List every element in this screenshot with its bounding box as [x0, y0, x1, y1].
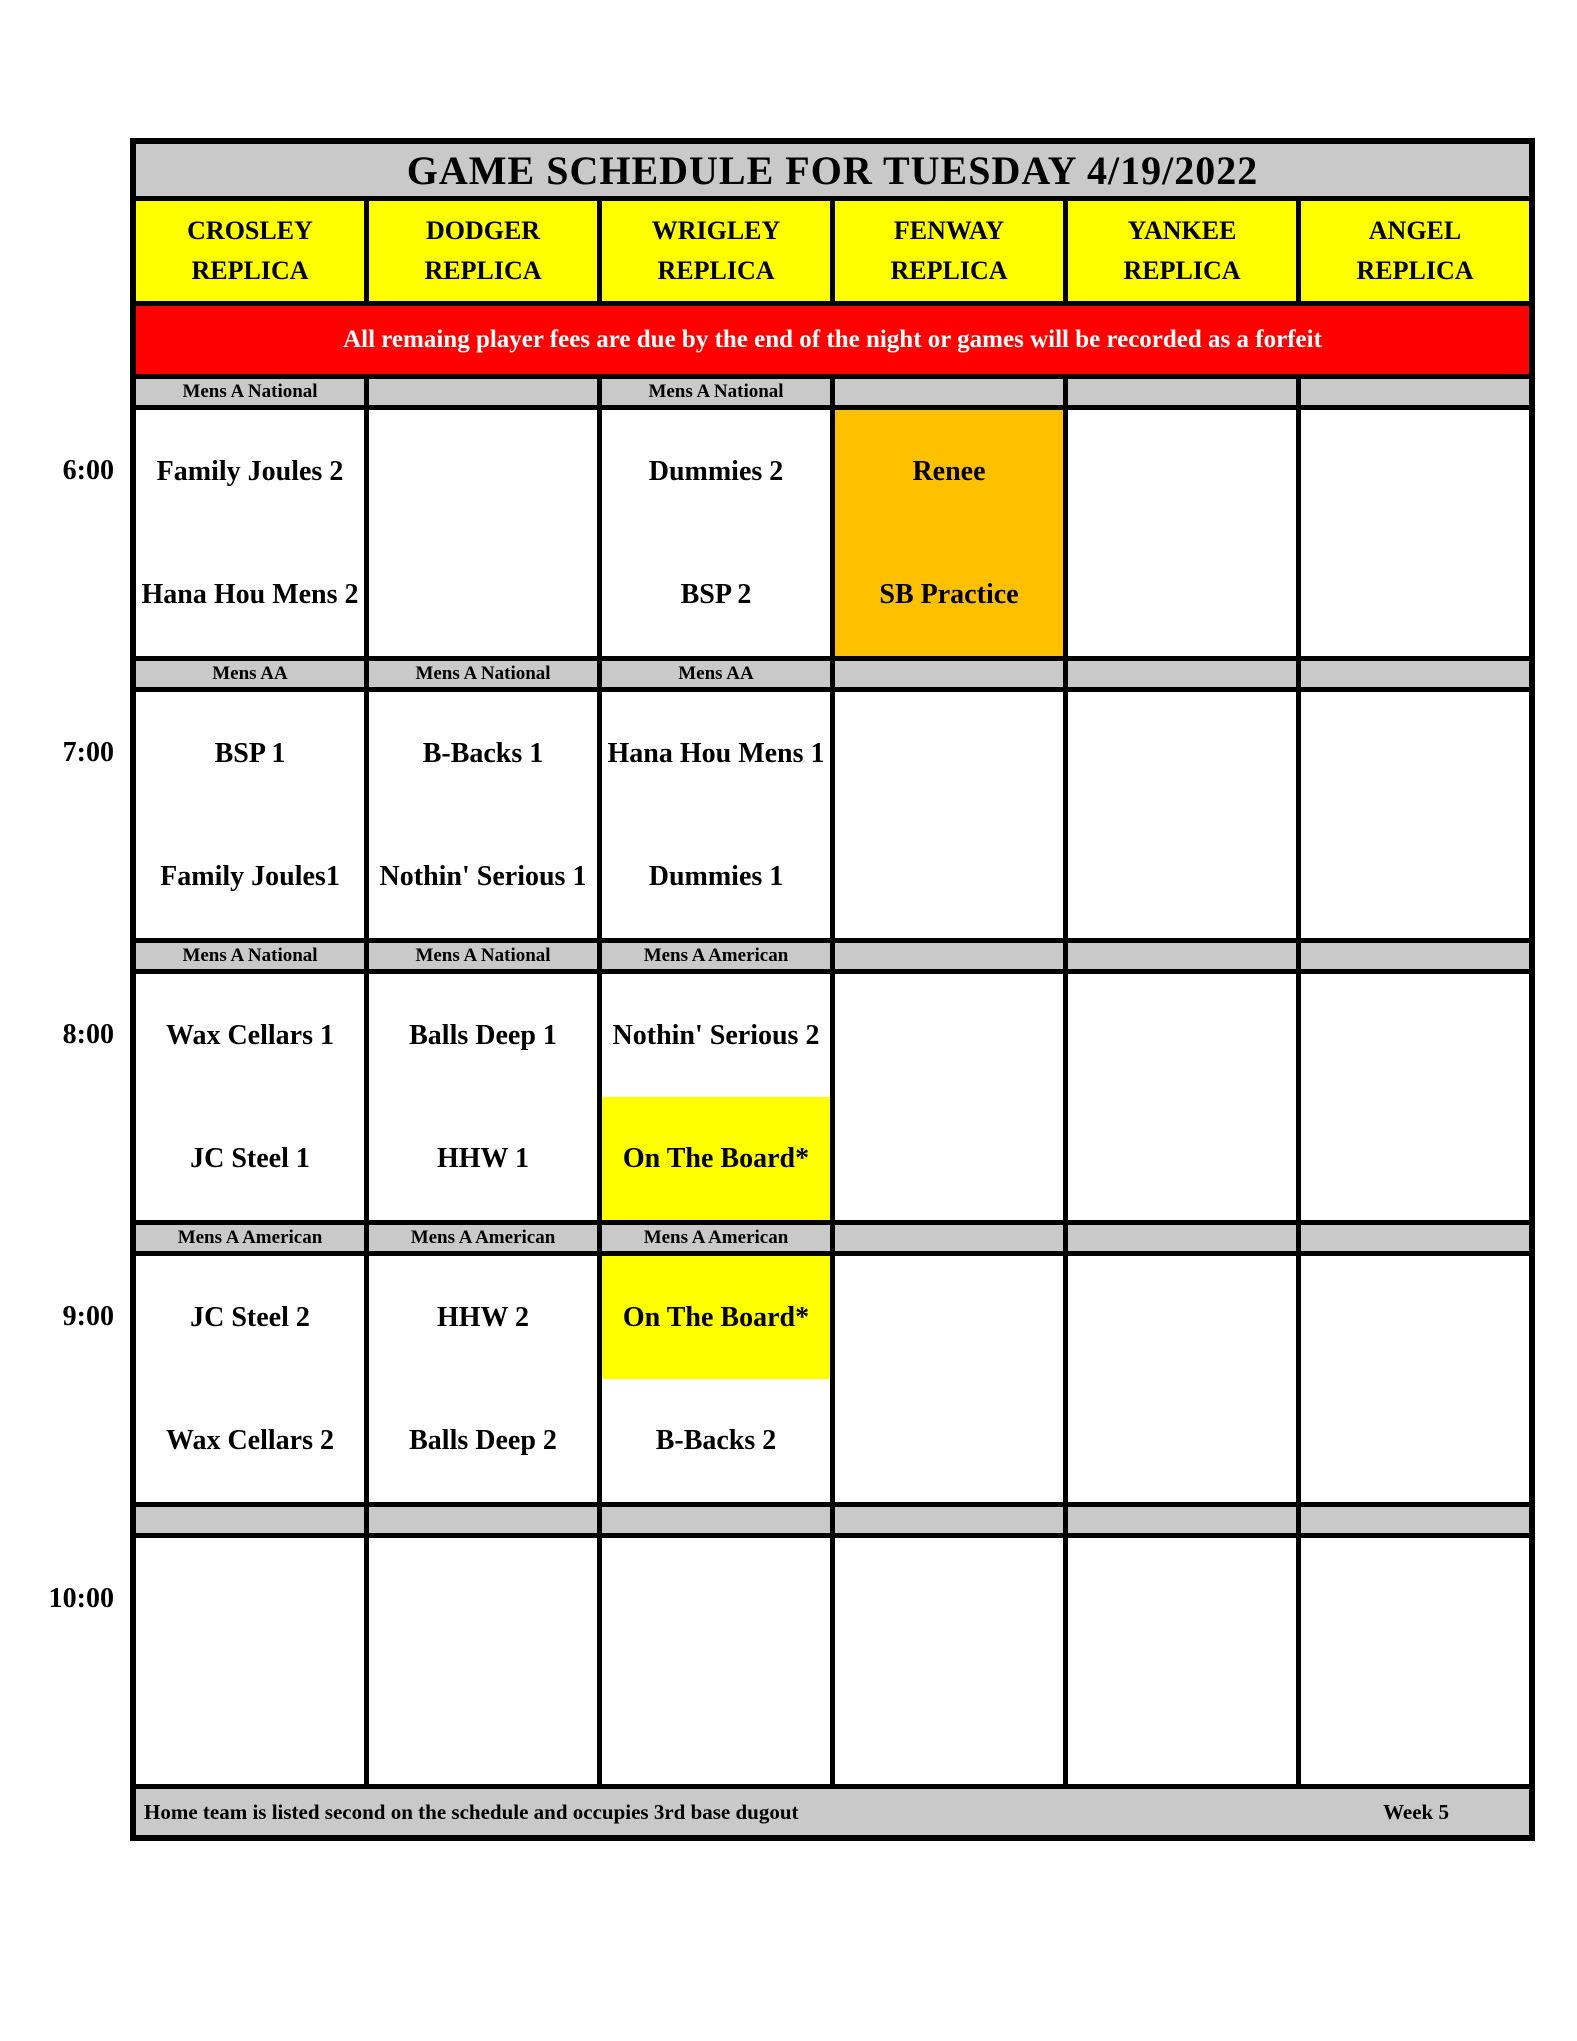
venue-header-yankee	[1068, 201, 1296, 301]
game-cell	[1301, 1256, 1529, 1502]
game-cell	[1068, 1538, 1296, 1784]
game-cell	[1068, 1256, 1296, 1502]
away-team: HHW 2	[436, 1301, 530, 1333]
game-cell	[1068, 410, 1296, 656]
game-cell	[369, 1538, 597, 1784]
home-team: SB Practice	[879, 578, 1019, 610]
home-team: Balls Deep 2	[409, 1424, 557, 1456]
home-team	[1301, 1379, 1529, 1502]
game-cell	[602, 410, 830, 656]
game-cell	[136, 410, 364, 656]
away-team	[1301, 1256, 1529, 1379]
division-label-cell	[835, 1225, 1063, 1251]
division-label-cell	[1301, 1507, 1529, 1533]
venue-replica-label: REPLICA	[424, 256, 542, 285]
away-team	[1068, 974, 1296, 1097]
home-team	[1068, 1097, 1296, 1220]
footer-note: Home team is listed second on the schedule and occupies 3rd base dugout	[144, 1799, 799, 1824]
division-label-cell	[835, 1507, 1063, 1533]
division-label-cell	[369, 1507, 597, 1533]
game-cell	[1068, 692, 1296, 938]
game-cell	[835, 974, 1063, 1220]
home-team	[1301, 533, 1529, 656]
venue-name: WRIGLEY	[651, 216, 781, 245]
division-label-cell	[835, 379, 1063, 405]
division-label-cell: Mens A National	[136, 379, 364, 405]
venue-header-crosley	[136, 201, 364, 301]
division-label-cell	[1068, 943, 1296, 969]
game-cell	[136, 692, 364, 938]
home-team	[835, 1379, 1063, 1502]
division-label-cell: Mens A National	[369, 661, 597, 687]
footer-bar	[136, 1789, 1529, 1835]
venue-name: YANKEE	[1127, 216, 1237, 245]
division-label-cell: Mens A American	[602, 943, 830, 969]
away-team	[1068, 410, 1296, 533]
home-team	[136, 1661, 364, 1784]
game-cell	[136, 974, 364, 1220]
venue-replica-label: REPLICA	[1356, 256, 1474, 285]
division-label-cell	[1068, 1225, 1296, 1251]
division-label-cell	[835, 943, 1063, 969]
game-cell	[602, 1538, 830, 1784]
game-cell	[835, 1256, 1063, 1502]
away-team: On The Board*	[602, 1256, 830, 1379]
away-team	[835, 1538, 1063, 1661]
game-cell	[1301, 1538, 1529, 1784]
home-team: Hana Hou Mens 2	[141, 578, 359, 610]
division-label-cell	[369, 379, 597, 405]
game-cell	[369, 1256, 597, 1502]
home-team: BSP 2	[680, 578, 752, 610]
division-label-cell	[1068, 661, 1296, 687]
away-team	[1301, 692, 1529, 815]
week-badge: Week 5	[1383, 1799, 1449, 1824]
venue-replica-label: REPLICA	[191, 256, 309, 285]
home-team	[1068, 1661, 1296, 1784]
game-cell	[602, 974, 830, 1220]
game-cell	[369, 410, 597, 656]
division-label-cell: Mens AA	[602, 661, 830, 687]
home-team: Dummies 1	[648, 860, 784, 892]
venue-header-wrigley	[602, 201, 830, 301]
venue-header-fenway	[835, 201, 1063, 301]
division-label-cell: Mens A American	[369, 1225, 597, 1251]
game-cell	[1301, 410, 1529, 656]
game-cell	[1301, 692, 1529, 938]
time-label: 10:00	[48, 1583, 114, 1614]
division-label-cell: Mens A National	[602, 379, 830, 405]
away-team	[1301, 974, 1529, 1097]
page-title: GAME SCHEDULE FOR TUESDAY 4/19/2022	[136, 144, 1529, 196]
division-label-cell: Mens A American	[136, 1225, 364, 1251]
home-team	[835, 1097, 1063, 1220]
home-team	[835, 815, 1063, 938]
time-label: 6:00	[62, 455, 114, 486]
away-team	[1068, 1538, 1296, 1661]
fees-notice-banner: All remaing player fees are due by the end of the night or games will be recorded as a forfeit	[136, 306, 1529, 374]
game-cell	[136, 1256, 364, 1502]
away-team: Balls Deep 1	[409, 1019, 557, 1051]
venue-header-angel	[1301, 201, 1529, 301]
home-team	[1301, 815, 1529, 938]
away-team	[369, 1538, 597, 1661]
division-label-cell: Mens AA	[136, 661, 364, 687]
home-team	[1068, 815, 1296, 938]
away-team: Nothin' Serious 2	[612, 1019, 820, 1051]
division-label-cell	[1301, 661, 1529, 687]
time-label: 8:00	[62, 1019, 114, 1050]
away-team: JC Steel 2	[190, 1301, 310, 1333]
away-team	[136, 1538, 364, 1661]
home-team: B-Backs 2	[655, 1424, 777, 1456]
away-team	[369, 410, 597, 533]
division-label-cell	[1301, 379, 1529, 405]
venue-name: FENWAY	[893, 216, 1005, 245]
venue-replica-label: REPLICA	[1123, 256, 1241, 285]
home-team: HHW 1	[436, 1142, 530, 1174]
away-team	[1301, 1538, 1529, 1661]
time-label: 7:00	[62, 737, 114, 768]
division-label-cell: Mens A National	[369, 943, 597, 969]
time-label: 9:00	[62, 1301, 114, 1332]
away-team: Family Joules 2	[156, 455, 344, 487]
game-cell	[136, 1538, 364, 1784]
game-cell	[1301, 974, 1529, 1220]
division-label-cell	[1068, 1507, 1296, 1533]
home-team	[1301, 1097, 1529, 1220]
away-team: Wax Cellars 1	[166, 1019, 334, 1051]
division-label-cell: Mens A American	[602, 1225, 830, 1251]
venue-name: ANGEL	[1368, 216, 1462, 245]
home-team: On The Board*	[602, 1097, 830, 1220]
game-cell	[835, 410, 1063, 656]
division-label-cell	[1068, 379, 1296, 405]
division-label-cell: Mens A National	[136, 943, 364, 969]
home-team	[1068, 533, 1296, 656]
venue-name: DODGER	[425, 216, 541, 245]
away-team	[1068, 692, 1296, 815]
away-team	[602, 1538, 830, 1661]
division-label-cell	[136, 1507, 364, 1533]
away-team: B-Backs 1	[422, 737, 544, 769]
away-team	[835, 1256, 1063, 1379]
home-team: Wax Cellars 2	[166, 1424, 334, 1456]
division-label-cell	[1301, 943, 1529, 969]
game-cell	[369, 692, 597, 938]
away-team	[835, 974, 1063, 1097]
game-cell	[369, 974, 597, 1220]
game-cell	[602, 1256, 830, 1502]
home-team: Nothin' Serious 1	[379, 860, 587, 892]
home-team	[602, 1661, 830, 1784]
venue-name: CROSLEY	[187, 216, 313, 245]
home-team: Family Joules1	[160, 860, 340, 892]
venue-header-dodger	[369, 201, 597, 301]
away-team	[1301, 410, 1529, 533]
division-label-cell	[835, 661, 1063, 687]
home-team	[1301, 1661, 1529, 1784]
home-team	[369, 533, 597, 656]
schedule-table	[130, 138, 1535, 1841]
away-team: Dummies 2	[648, 455, 784, 487]
home-team: JC Steel 1	[190, 1142, 310, 1174]
home-team	[369, 1661, 597, 1784]
division-label-cell	[1301, 1225, 1529, 1251]
game-cell	[602, 692, 830, 938]
game-cell	[1068, 974, 1296, 1220]
game-cell	[835, 692, 1063, 938]
home-team	[835, 1661, 1063, 1784]
home-team	[1068, 1379, 1296, 1502]
away-team: BSP 1	[214, 737, 286, 769]
division-label-cell	[602, 1507, 830, 1533]
game-cell	[835, 1538, 1063, 1784]
away-team	[1068, 1256, 1296, 1379]
venue-replica-label: REPLICA	[657, 256, 775, 285]
away-team	[835, 692, 1063, 815]
away-team: Hana Hou Mens 1	[607, 737, 825, 769]
away-team: Renee	[912, 455, 986, 487]
venue-replica-label: REPLICA	[890, 256, 1008, 285]
